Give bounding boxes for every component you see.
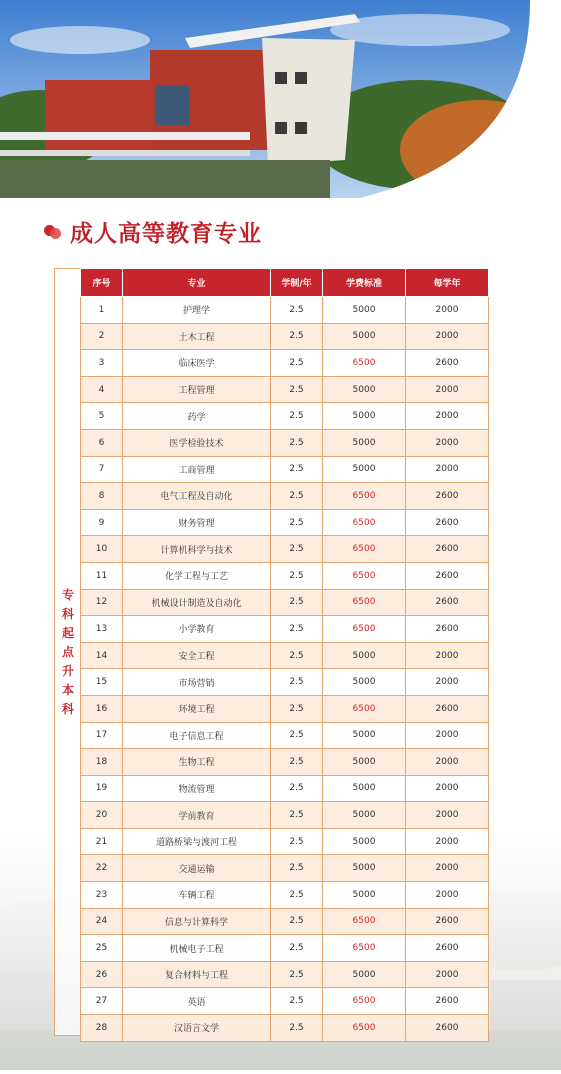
cell-per-year: 2000 <box>406 855 489 882</box>
majors-table <box>80 268 489 1042</box>
cell-no: 5 <box>81 403 123 430</box>
cell-fee: 6500 <box>323 536 406 563</box>
cell-years: 2.5 <box>271 323 323 350</box>
cell-no: 22 <box>81 855 123 882</box>
cell-years: 2.5 <box>271 297 323 324</box>
table-row <box>81 616 489 643</box>
cell-per-year: 2600 <box>406 562 489 589</box>
cell-major: 小学教育 <box>123 616 271 643</box>
cell-per-year: 2000 <box>406 749 489 776</box>
hero-photo <box>0 0 561 198</box>
table-row <box>81 562 489 589</box>
cell-no: 2 <box>81 323 123 350</box>
table-row <box>81 828 489 855</box>
header-per-year: 每学年 <box>406 269 489 297</box>
cell-per-year: 2600 <box>406 616 489 643</box>
table-row <box>81 456 489 483</box>
cell-no: 7 <box>81 456 123 483</box>
cell-major: 财务管理 <box>123 509 271 536</box>
cell-fee: 5000 <box>323 429 406 456</box>
cell-major: 药学 <box>123 403 271 430</box>
dots-bullet-icon <box>44 222 62 240</box>
cell-major: 机械设计制造及自动化 <box>123 589 271 616</box>
cell-fee: 5000 <box>323 722 406 749</box>
table-row <box>81 722 489 749</box>
cell-years: 2.5 <box>271 802 323 829</box>
cell-per-year: 2000 <box>406 642 489 669</box>
cell-major: 工程管理 <box>123 376 271 403</box>
cell-fee: 5000 <box>323 323 406 350</box>
cell-years: 2.5 <box>271 456 323 483</box>
cell-years: 2.5 <box>271 562 323 589</box>
cell-years: 2.5 <box>271 908 323 935</box>
cell-major: 化学工程与工艺 <box>123 562 271 589</box>
cell-no: 9 <box>81 509 123 536</box>
table-row <box>81 376 489 403</box>
table-row <box>81 323 489 350</box>
cell-per-year: 2600 <box>406 509 489 536</box>
cell-per-year: 2000 <box>406 961 489 988</box>
cell-no: 24 <box>81 908 123 935</box>
cell-fee: 6500 <box>323 988 406 1015</box>
cell-per-year: 2600 <box>406 695 489 722</box>
cell-no: 11 <box>81 562 123 589</box>
cell-years: 2.5 <box>271 828 323 855</box>
cell-per-year: 2000 <box>406 828 489 855</box>
cell-fee: 5000 <box>323 775 406 802</box>
table-row <box>81 935 489 962</box>
cell-fee: 5000 <box>323 297 406 324</box>
cell-no: 16 <box>81 695 123 722</box>
cell-per-year: 2000 <box>406 802 489 829</box>
cell-major: 临床医学 <box>123 350 271 377</box>
cell-no: 27 <box>81 988 123 1015</box>
cell-major: 护理学 <box>123 297 271 324</box>
section-header <box>44 214 262 248</box>
cell-no: 4 <box>81 376 123 403</box>
majors-table-container <box>54 268 488 1036</box>
cell-per-year: 2000 <box>406 376 489 403</box>
cell-no: 8 <box>81 483 123 510</box>
cell-per-year: 2600 <box>406 483 489 510</box>
cell-per-year: 2600 <box>406 536 489 563</box>
cell-years: 2.5 <box>271 589 323 616</box>
cell-fee: 6500 <box>323 350 406 377</box>
table-row <box>81 775 489 802</box>
table-row <box>81 483 489 510</box>
cell-fee: 6500 <box>323 483 406 510</box>
cell-per-year: 2000 <box>406 669 489 696</box>
side-category-label: 专科起点升本科 <box>61 587 74 716</box>
cell-fee: 5000 <box>323 642 406 669</box>
cell-major: 英语 <box>123 988 271 1015</box>
table-row <box>81 988 489 1015</box>
table-row <box>81 855 489 882</box>
cell-major: 安全工程 <box>123 642 271 669</box>
cell-years: 2.5 <box>271 642 323 669</box>
header-major: 专业 <box>123 269 271 297</box>
cell-major: 医学检验技术 <box>123 429 271 456</box>
cell-major: 汉语言文学 <box>123 1015 271 1042</box>
table-row <box>81 589 489 616</box>
cell-major: 工商管理 <box>123 456 271 483</box>
cell-fee: 5000 <box>323 802 406 829</box>
cell-fee: 5000 <box>323 376 406 403</box>
cell-years: 2.5 <box>271 376 323 403</box>
cell-per-year: 2000 <box>406 882 489 909</box>
cell-years: 2.5 <box>271 616 323 643</box>
table-row <box>81 669 489 696</box>
cell-fee: 5000 <box>323 882 406 909</box>
header-fee: 学费标准 <box>323 269 406 297</box>
cell-years: 2.5 <box>271 403 323 430</box>
cell-fee: 5000 <box>323 828 406 855</box>
cell-fee: 6500 <box>323 935 406 962</box>
cell-per-year: 2600 <box>406 1015 489 1042</box>
cell-major: 道路桥梁与渡河工程 <box>123 828 271 855</box>
section-title: 成人高等教育专业 <box>70 220 262 247</box>
cell-years: 2.5 <box>271 536 323 563</box>
cell-major: 交通运输 <box>123 855 271 882</box>
cell-years: 2.5 <box>271 429 323 456</box>
table-row <box>81 297 489 324</box>
cell-no: 18 <box>81 749 123 776</box>
cell-years: 2.5 <box>271 988 323 1015</box>
cell-years: 2.5 <box>271 722 323 749</box>
cell-per-year: 2600 <box>406 589 489 616</box>
cell-years: 2.5 <box>271 775 323 802</box>
table-row <box>81 749 489 776</box>
cell-no: 10 <box>81 536 123 563</box>
cell-fee: 6500 <box>323 562 406 589</box>
cell-fee: 6500 <box>323 908 406 935</box>
cell-fee: 6500 <box>323 616 406 643</box>
table-row <box>81 509 489 536</box>
cell-no: 1 <box>81 297 123 324</box>
campus-building-image <box>0 0 561 198</box>
cell-no: 28 <box>81 1015 123 1042</box>
table-row <box>81 642 489 669</box>
table-row <box>81 908 489 935</box>
header-years: 学制/年 <box>271 269 323 297</box>
cell-per-year: 2600 <box>406 908 489 935</box>
cell-major: 复合材料与工程 <box>123 961 271 988</box>
table-row <box>81 403 489 430</box>
table-row <box>81 695 489 722</box>
table-row <box>81 429 489 456</box>
cell-major: 环境工程 <box>123 695 271 722</box>
cell-major: 电子信息工程 <box>123 722 271 749</box>
cell-per-year: 2000 <box>406 403 489 430</box>
cell-no: 15 <box>81 669 123 696</box>
cell-no: 21 <box>81 828 123 855</box>
cell-years: 2.5 <box>271 695 323 722</box>
cell-per-year: 2600 <box>406 988 489 1015</box>
cell-no: 6 <box>81 429 123 456</box>
cell-years: 2.5 <box>271 935 323 962</box>
table-row <box>81 1015 489 1042</box>
cell-fee: 6500 <box>323 1015 406 1042</box>
cell-per-year: 2000 <box>406 297 489 324</box>
cell-major: 生物工程 <box>123 749 271 776</box>
cell-per-year: 2600 <box>406 350 489 377</box>
table-body <box>81 297 489 1042</box>
cell-per-year: 2000 <box>406 429 489 456</box>
cell-years: 2.5 <box>271 855 323 882</box>
cell-years: 2.5 <box>271 483 323 510</box>
table-row <box>81 802 489 829</box>
cell-major: 市场营销 <box>123 669 271 696</box>
table-header-row <box>81 269 489 297</box>
table-row <box>81 350 489 377</box>
cell-per-year: 2000 <box>406 323 489 350</box>
cell-years: 2.5 <box>271 350 323 377</box>
cell-major: 学前教育 <box>123 802 271 829</box>
cell-no: 17 <box>81 722 123 749</box>
cell-no: 19 <box>81 775 123 802</box>
cell-fee: 6500 <box>323 589 406 616</box>
cell-no: 25 <box>81 935 123 962</box>
table-row <box>81 882 489 909</box>
cell-per-year: 2600 <box>406 935 489 962</box>
cell-major: 计算机科学与技术 <box>123 536 271 563</box>
cell-years: 2.5 <box>271 1015 323 1042</box>
table-row <box>81 961 489 988</box>
cell-fee: 6500 <box>323 695 406 722</box>
cell-fee: 5000 <box>323 749 406 776</box>
cell-fee: 5000 <box>323 961 406 988</box>
cell-fee: 5000 <box>323 456 406 483</box>
cell-per-year: 2000 <box>406 722 489 749</box>
cell-fee: 5000 <box>323 403 406 430</box>
cell-fee: 5000 <box>323 669 406 696</box>
cell-no: 14 <box>81 642 123 669</box>
cell-no: 12 <box>81 589 123 616</box>
cell-no: 20 <box>81 802 123 829</box>
cell-years: 2.5 <box>271 882 323 909</box>
cell-major: 土木工程 <box>123 323 271 350</box>
cell-no: 3 <box>81 350 123 377</box>
cell-major: 物流管理 <box>123 775 271 802</box>
cell-no: 26 <box>81 961 123 988</box>
side-category-cell <box>54 268 81 1036</box>
cell-years: 2.5 <box>271 749 323 776</box>
cell-major: 车辆工程 <box>123 882 271 909</box>
cell-years: 2.5 <box>271 509 323 536</box>
cell-fee: 6500 <box>323 509 406 536</box>
cell-no: 23 <box>81 882 123 909</box>
cell-years: 2.5 <box>271 961 323 988</box>
cell-major: 电气工程及自动化 <box>123 483 271 510</box>
cell-per-year: 2000 <box>406 456 489 483</box>
cell-fee: 5000 <box>323 855 406 882</box>
cell-years: 2.5 <box>271 669 323 696</box>
table-row <box>81 536 489 563</box>
cell-no: 13 <box>81 616 123 643</box>
cell-major: 信息与计算科学 <box>123 908 271 935</box>
cell-per-year: 2000 <box>406 775 489 802</box>
cell-major: 机械电子工程 <box>123 935 271 962</box>
header-no: 序号 <box>81 269 123 297</box>
